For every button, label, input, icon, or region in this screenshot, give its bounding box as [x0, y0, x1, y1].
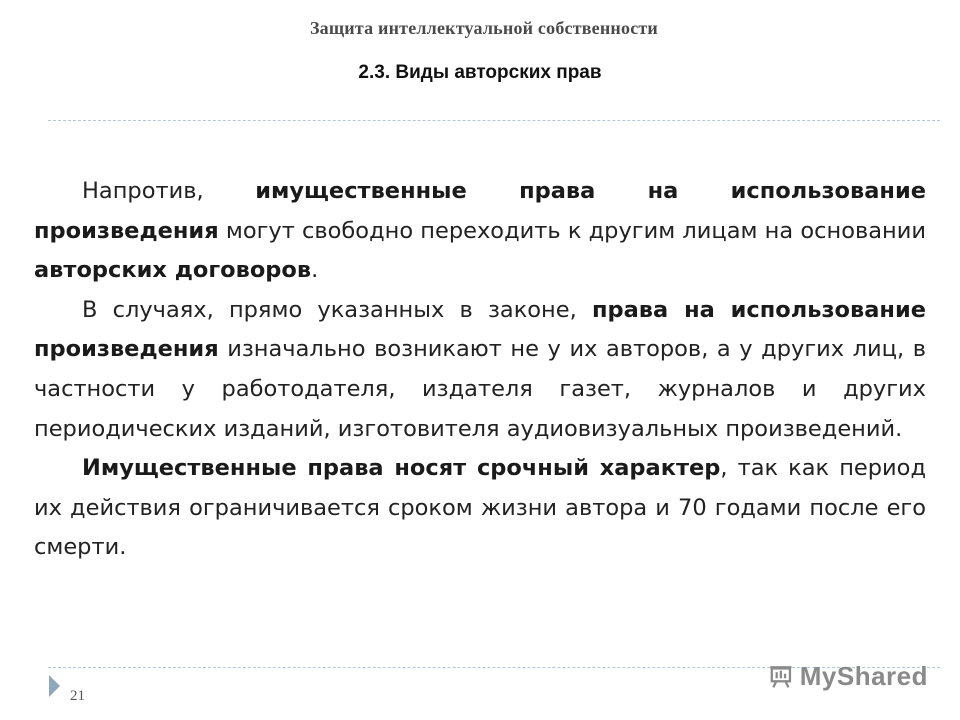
bold-segment: авторских договоров [34, 257, 312, 284]
watermark-text: MyShared [799, 660, 928, 691]
triangle-bullet-icon [49, 675, 60, 697]
bold-segment: Имущественные права носят срочный характер [82, 455, 721, 482]
paragraph-3 [34, 449, 926, 568]
paragraph-2 [34, 291, 926, 449]
text-segment: . [311, 257, 319, 284]
page-number: 21 [70, 688, 85, 704]
bold-segment: имущественные права на использование произведения [34, 178, 926, 244]
section-heading: 2.3. Виды авторских прав [358, 62, 602, 83]
text-segment: , так как период их действия ограничивается сроком жизни автора и 70 годами после его смерти. [34, 455, 927, 561]
text-segment: могут свободно переходить к другим лицам на основании [218, 217, 926, 244]
text-segment: Напротив, [82, 178, 256, 204]
watermark-logo [768, 656, 928, 696]
paragraph-1 [34, 172, 926, 291]
top-divider [48, 120, 940, 121]
presentation-board-icon [768, 659, 794, 693]
slide-body [34, 172, 926, 568]
text-segment: В случаях, прямо указанных в законе, [82, 296, 592, 323]
presentation-title: Защита интеллектуальной собственности [309, 18, 659, 38]
bold-segment: права на использование произведения [34, 296, 926, 363]
text-segment: изначально возникают не у их авторов, а у других лиц, в частности у работодателя, издателя газет, журналов и других периодических изданий, изготовителя аудиовизуальных произведений. [34, 336, 926, 442]
